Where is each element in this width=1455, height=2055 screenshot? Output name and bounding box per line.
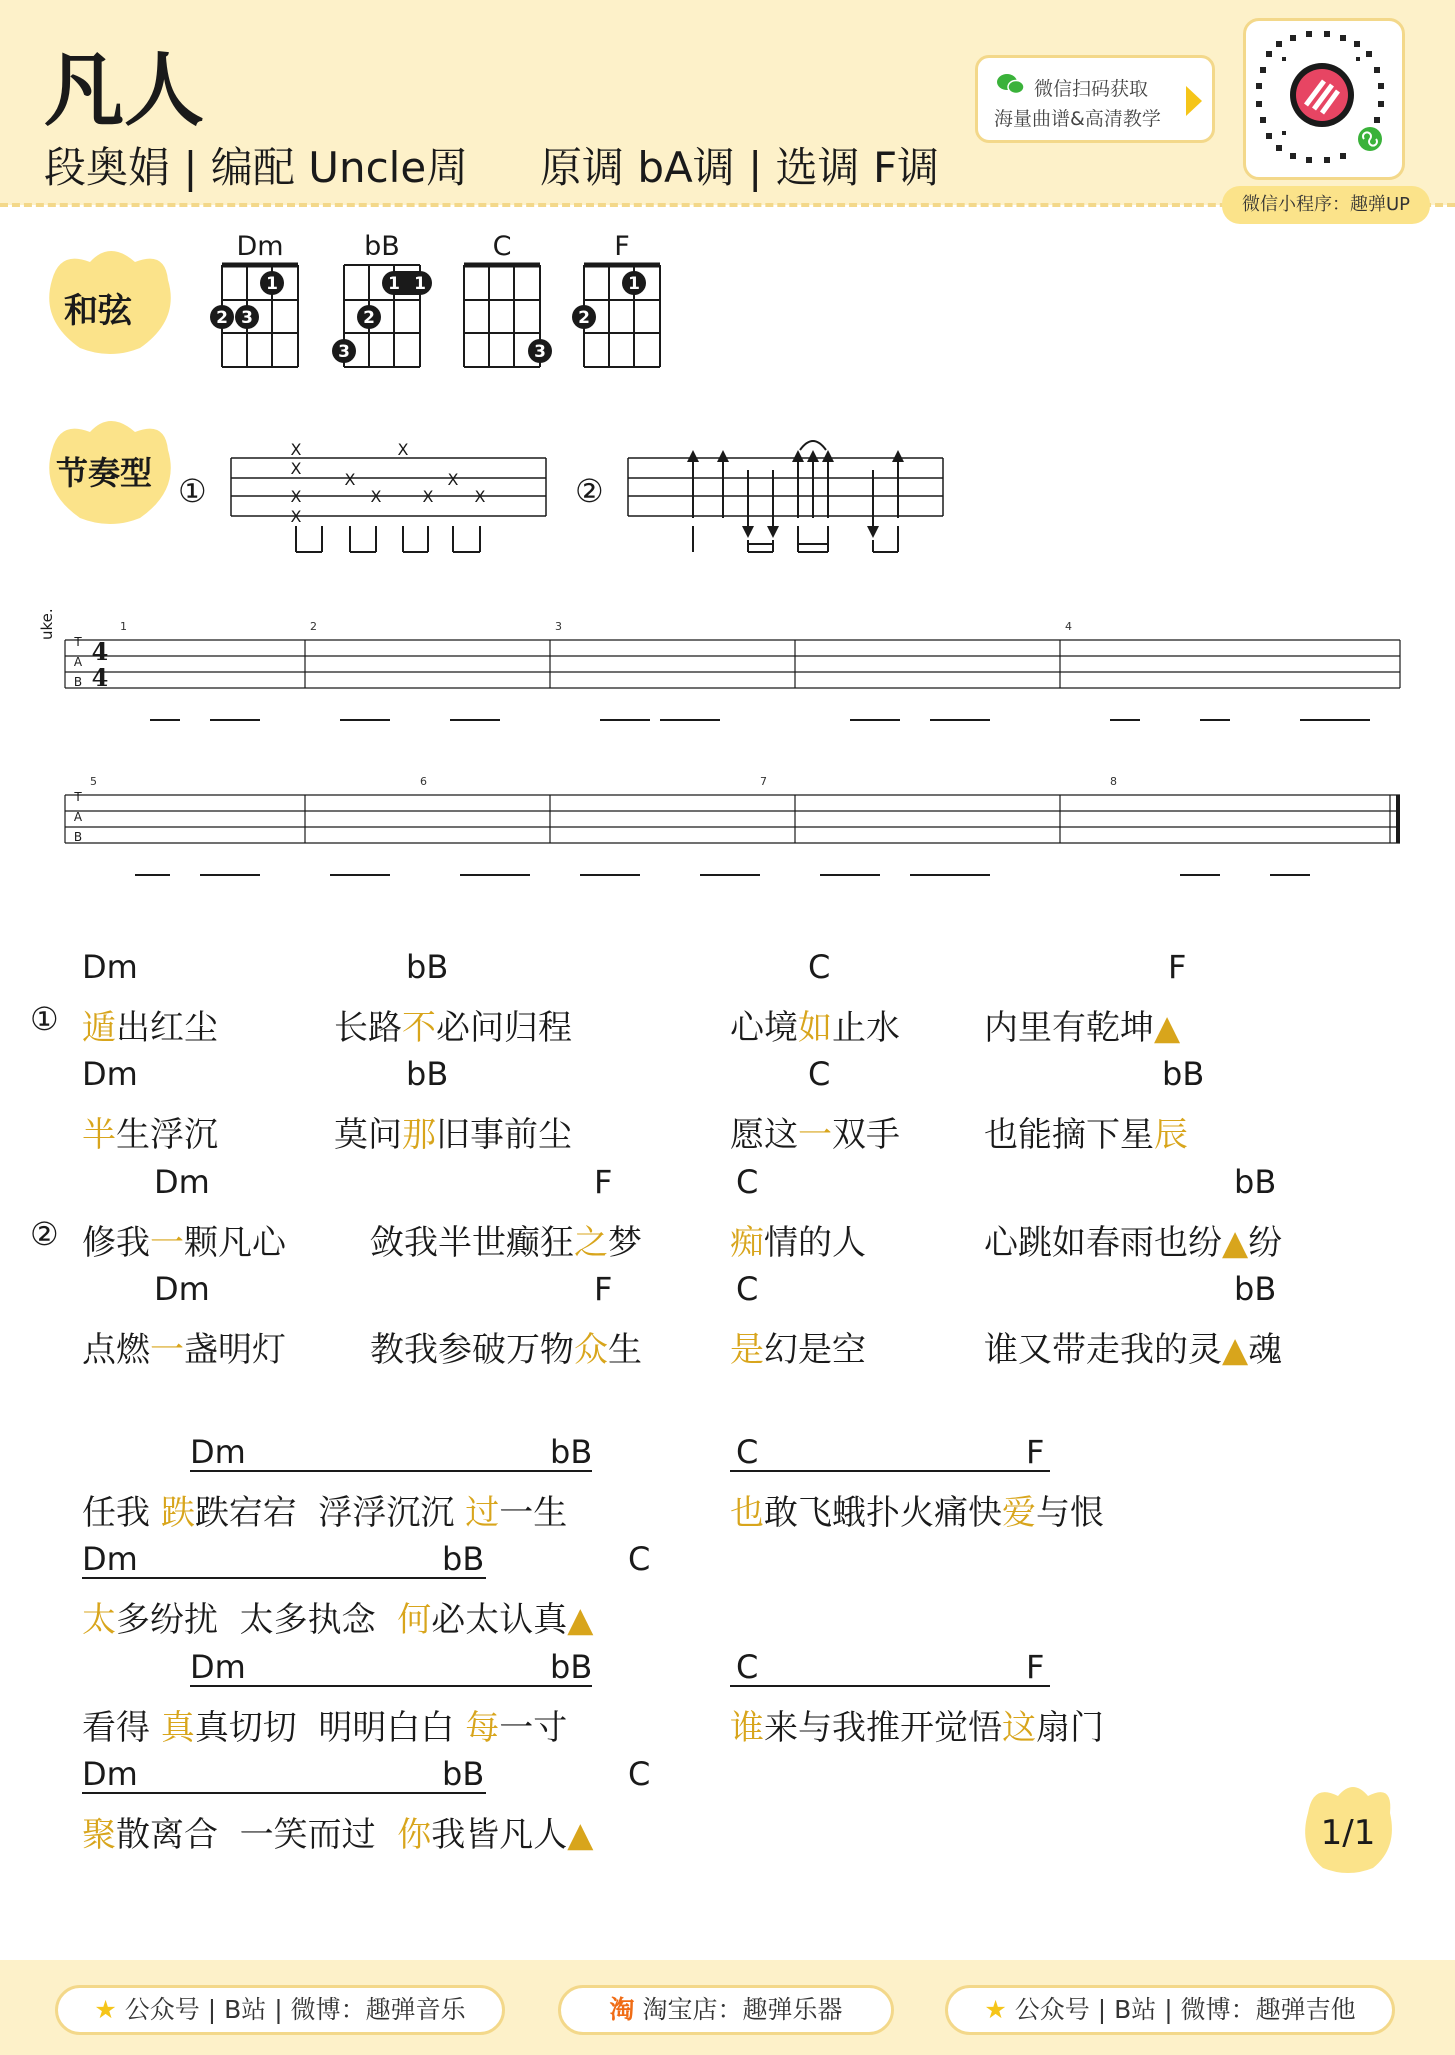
svg-text:A: A	[73, 655, 83, 669]
lyric-chord: Dm	[190, 1648, 246, 1686]
chord-name-f: F	[614, 231, 630, 262]
measure-number-4: 4	[1065, 620, 1072, 633]
taobao-icon: 淘	[609, 1995, 635, 2024]
lyric-line: 教我参破万物众生	[370, 1330, 642, 1370]
lyric-chord: bB	[550, 1433, 593, 1471]
verse-number-1: ①	[30, 1000, 59, 1038]
lyric-line: 痴情的人	[730, 1223, 866, 1263]
star-icon: ★	[94, 1995, 117, 2024]
promo-box[interactable]	[975, 55, 1215, 143]
chord-name-dm: Dm	[236, 231, 284, 262]
lyric-chord: C	[736, 1270, 759, 1308]
chord-c	[464, 231, 552, 367]
lyric-chord: C	[736, 1163, 759, 1201]
lyric-chord: Dm	[190, 1433, 246, 1471]
footer-social-guitar[interactable]: ★ 公众号 | B站 | 微博：趣弹吉他	[945, 1985, 1395, 2035]
lyric-line: 点燃一盏明灯	[82, 1330, 286, 1370]
chord-dm	[210, 231, 298, 367]
measure-number-5: 5	[90, 775, 97, 788]
lyric-line: 太多纷扰 太多执念 何必太认真▲	[82, 1600, 594, 1640]
time-sig-top: 4	[91, 637, 109, 666]
lyric-chord: C	[808, 948, 831, 986]
svg-text:X: X	[290, 459, 302, 478]
svg-text:X: X	[397, 440, 409, 459]
measure-number-7: 7	[760, 775, 767, 788]
lyric-line: 敛我半世癫狂之梦	[370, 1223, 642, 1263]
footer-social-music[interactable]: ★ 公众号 | B站 | 微博：趣弹音乐	[55, 1985, 505, 2035]
svg-text:X: X	[370, 487, 382, 506]
lyric-line: 修我一颗凡心	[82, 1223, 286, 1263]
lyric-line: 看得 真真切切 明明白白 每一寸	[82, 1708, 568, 1748]
footer-taobao[interactable]: 淘 淘宝店：趣弹乐器	[558, 1985, 894, 2035]
lyric-line: 遁出红尘	[82, 1008, 218, 1048]
lyric-line: 莫问那旧事前尘	[334, 1115, 572, 1155]
lyric-line: 半生浮沉	[82, 1115, 218, 1155]
chords-label: 和弦	[64, 291, 132, 331]
svg-text:X: X	[290, 507, 302, 526]
lyric-chord: F	[1168, 948, 1187, 986]
svg-text:T: T	[74, 635, 82, 649]
lyric-line: 长路不必问归程	[334, 1008, 572, 1048]
measure-number-8: 8	[1110, 775, 1117, 788]
svg-text:T: T	[74, 790, 82, 804]
tablature	[60, 590, 1410, 920]
measure-number-1: 1	[120, 620, 127, 633]
svg-text:X: X	[447, 470, 459, 489]
lyric-chord: C	[628, 1540, 651, 1578]
lyric-line: 也敢飞蛾扑火痛快爱与恨	[730, 1493, 1104, 1533]
chord-underline	[190, 1470, 592, 1472]
svg-text:A: A	[73, 810, 83, 824]
mini-program-qr-code[interactable]	[1243, 18, 1405, 180]
key-info: 原调 bA调 | 选调 F调	[540, 143, 940, 192]
svg-text:2: 2	[216, 308, 228, 328]
lyric-chord: C	[736, 1433, 759, 1471]
song-title: 凡人	[44, 44, 204, 137]
svg-text:2: 2	[578, 308, 590, 328]
svg-text:3: 3	[241, 308, 253, 328]
svg-text:1: 1	[266, 274, 278, 294]
lyric-chord: bB	[1234, 1270, 1277, 1308]
svg-text:1: 1	[388, 274, 400, 294]
lyric-chord: C	[808, 1055, 831, 1093]
rhythm-number-1: ①	[178, 472, 207, 510]
svg-text:3: 3	[338, 342, 350, 362]
lyric-line: 聚散离合 一笑而过 你我皆凡人▲	[82, 1815, 594, 1855]
promo-line1: 微信扫码获取	[1034, 78, 1149, 100]
lyric-chord: bB	[550, 1648, 593, 1686]
lyric-chord: bB	[1234, 1163, 1277, 1201]
svg-text:1: 1	[628, 274, 640, 294]
lyric-line: 内里有乾坤▲	[984, 1008, 1181, 1048]
star-icon: ★	[984, 1995, 1007, 2024]
chord-bb	[332, 231, 432, 367]
svg-text:B: B	[73, 830, 83, 844]
lyric-chord: bB	[406, 948, 449, 986]
wechat-icon	[996, 72, 1026, 96]
mini-program-label: 微信小程序：趣弹UP	[1222, 186, 1430, 224]
lyric-line: 是幻是空	[730, 1330, 866, 1370]
svg-text:X: X	[344, 470, 356, 489]
lyric-chord: Dm	[154, 1163, 210, 1201]
measure-number-3: 3	[555, 620, 562, 633]
page-number: 1/1	[1320, 1813, 1376, 1853]
verse-number-2: ②	[30, 1215, 59, 1253]
lyric-chord: F	[594, 1270, 613, 1308]
rhythm-number-2: ②	[575, 472, 604, 510]
qr-code-icon	[1246, 21, 1402, 177]
lyric-line: 也能摘下星辰	[984, 1115, 1188, 1155]
chord-f	[572, 231, 660, 367]
chord-diagrams	[200, 225, 680, 375]
lyric-chord: F	[1026, 1433, 1045, 1471]
chord-underline	[82, 1577, 486, 1579]
lyric-line: 心境如止水	[730, 1008, 900, 1048]
lyric-chord: Dm	[82, 948, 138, 986]
lyric-chord: Dm	[82, 1055, 138, 1093]
credits: 段奥娟 | 编配 Uncle周	[44, 143, 469, 192]
time-sig-bottom: 4	[91, 663, 109, 692]
svg-text:B: B	[73, 675, 83, 689]
rhythm-label: 节奏型	[56, 454, 153, 492]
measure-number-2: 2	[310, 620, 317, 633]
arrow-right-icon	[1186, 86, 1202, 116]
svg-text:3: 3	[534, 342, 546, 362]
chord-underline	[730, 1685, 1050, 1687]
lyric-line: 心跳如春雨也纷▲纷	[984, 1223, 1283, 1263]
chord-name-c: C	[492, 231, 512, 262]
svg-text:X: X	[422, 487, 434, 506]
svg-text:X: X	[290, 487, 302, 506]
svg-text:2: 2	[363, 308, 375, 328]
lyric-chord: C	[628, 1755, 651, 1793]
lyric-chord: Dm	[82, 1755, 138, 1793]
instrument-label: uke.	[38, 608, 56, 640]
svg-text:X: X	[474, 487, 486, 506]
lyric-chord: Dm	[82, 1540, 138, 1578]
lyric-line: 愿这一双手	[730, 1115, 900, 1155]
rhythm-patterns	[228, 440, 948, 560]
lyric-chord: Dm	[154, 1270, 210, 1308]
lyric-chord: F	[1026, 1648, 1045, 1686]
chord-underline	[82, 1792, 486, 1794]
promo-line2: 海量曲谱&高清教学	[994, 108, 1161, 130]
lyric-chord: bB	[442, 1755, 485, 1793]
chord-underline	[730, 1470, 1050, 1472]
lyric-chord: bB	[442, 1540, 485, 1578]
measure-number-6: 6	[420, 775, 427, 788]
lyric-line: 谁又带走我的灵▲魂	[984, 1330, 1283, 1370]
lyric-line: 谁来与我推开觉悟这扇门	[730, 1708, 1104, 1748]
lyric-chord: C	[736, 1648, 759, 1686]
svg-text:1: 1	[414, 274, 426, 294]
lyric-chord: bB	[1162, 1055, 1205, 1093]
lyric-chord: F	[594, 1163, 613, 1201]
svg-text:X: X	[290, 440, 302, 459]
chord-underline	[190, 1685, 592, 1687]
chord-name-bb: bB	[364, 231, 400, 262]
lyric-chord: bB	[406, 1055, 449, 1093]
lyric-line: 任我 跌跌宕宕 浮浮沉沉 过一生	[82, 1493, 568, 1533]
